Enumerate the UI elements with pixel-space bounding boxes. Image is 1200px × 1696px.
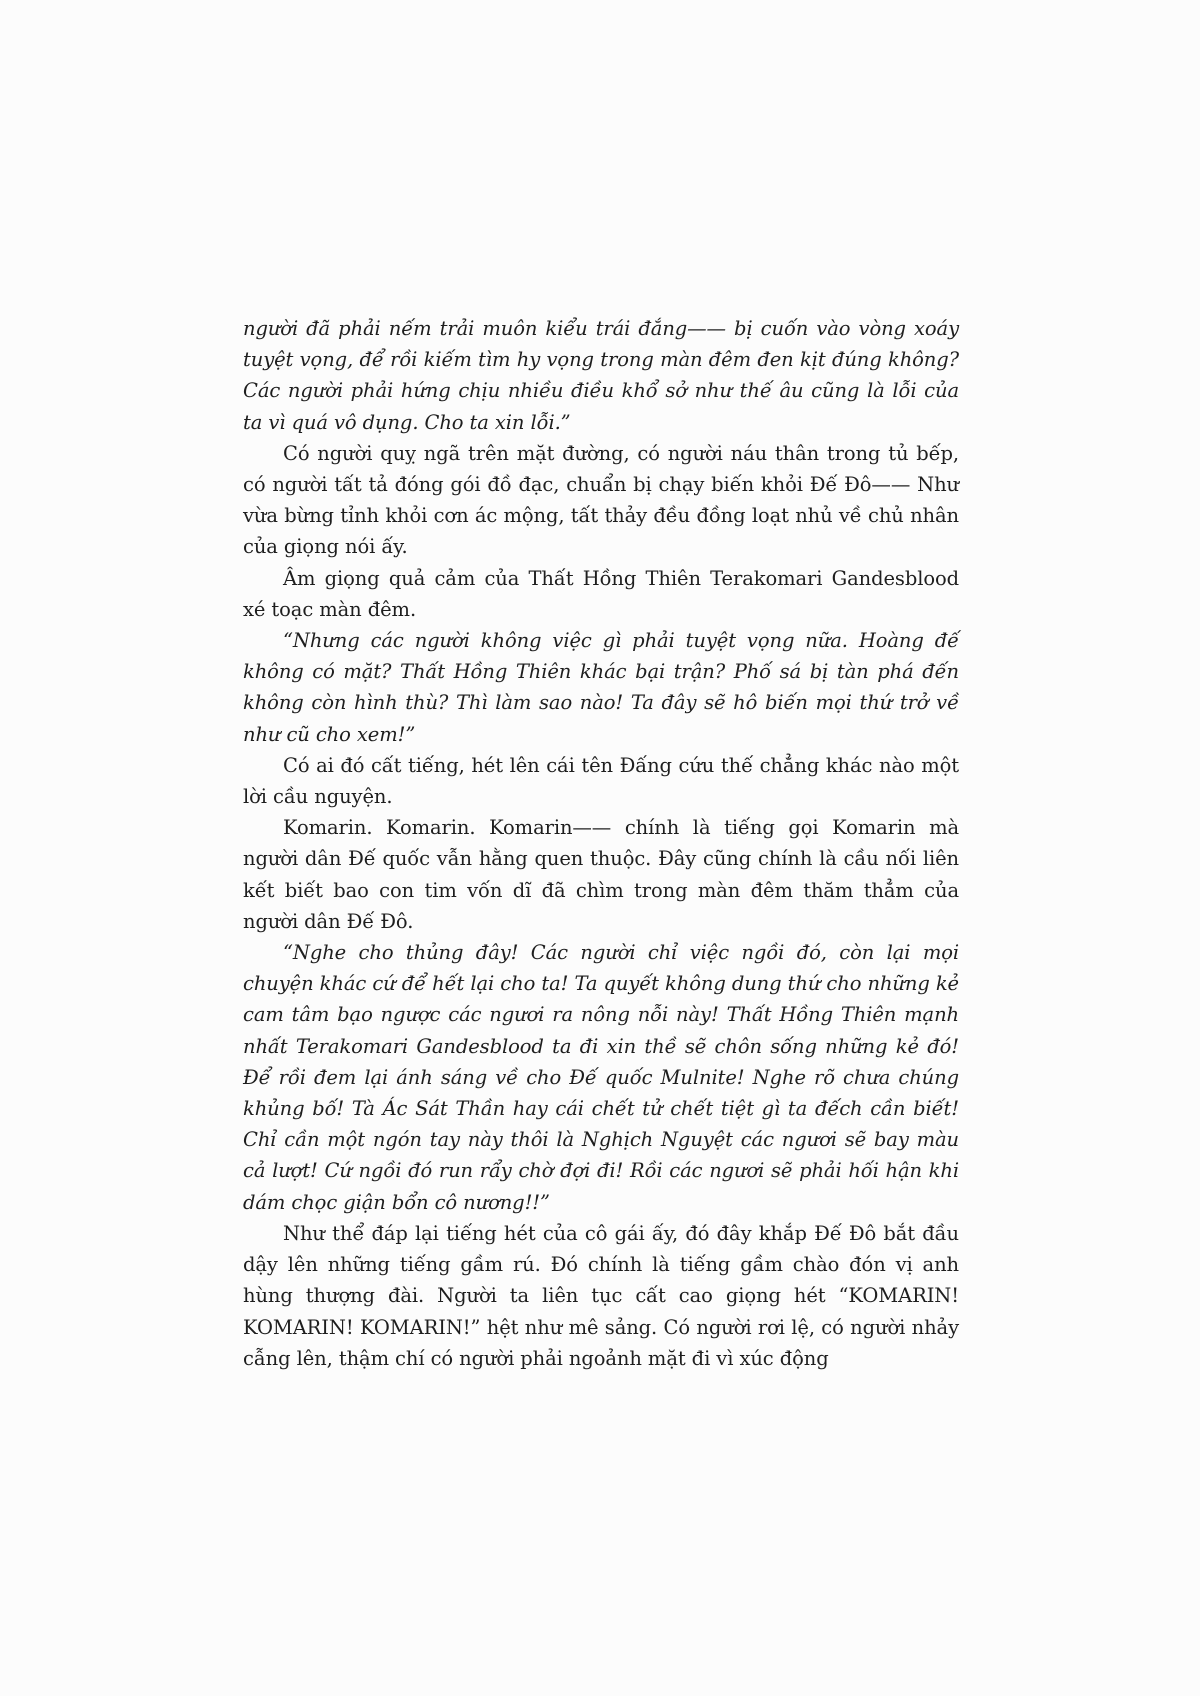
paragraph-voice-tears-night: Âm giọng quả cảm của Thất Hồng Thiên Terakomari Gandesblood xé toạc màn đêm. bbox=[243, 566, 959, 621]
paragraph-people-react: Có người quỵ ngã trên mặt đường, có người náu thân trong tủ bếp, có người tất tả đóng gói đồ đạc, chuẩn bị chạy biến khỏi Đế Đô—— Như vừa bừng tỉnh khỏi cơn ác mộng, tất thảy đều đồng loạt nhủ về chủ nhân của giọng nói ấy. bbox=[243, 441, 959, 559]
paragraph-savior-name: Có ai đó cất tiếng, hét lên cái tên Đấng cứu thế chẳng khác nào một lời cầu nguyện. bbox=[243, 753, 959, 809]
paragraph-komarin-call: Komarin. Komarin. Komarin—— chính là tiếng gọi Komarin mà người dân Đế quốc vẫn hằng quen thuộc. Đây cũng chính là cầu nối liên kết biết bao con tim vốn dĩ đã chìm trong màn đêm thăm thẳm của người dân Đế Đô. bbox=[243, 816, 959, 933]
paragraph-speech-threat: “Nghe cho thủng đây! Các người chỉ việc ngồi đó, còn lại mọi chuyện khác cứ để hết lại cho ta! Ta quyết không dung thứ cho những kẻ cam tâm bạo ngược các ngươi ra nông nỗi này! Thất Hồng Thiên mạnh nhất Terakomari Gandesblood ta đi xin thề sẽ chôn sống những kẻ đó! Để rồi đem lại ánh sáng về cho Đế quốc Mulnite! Nghe rõ chưa chúng khủng bố! Tà Ác Sát Thần hay cái chết tử chết tiệt gì ta đếch cần biết! Chỉ cần một ngón tay này thôi là Nghịch Nguyệt các ngươi sẽ bay màu cả lượt! Cứ ngồi đó run rẩy chờ đợi đi! Rồi các ngươi sẽ phải hối hận khi dám chọc giận bổn cô nương!!” bbox=[243, 941, 959, 1214]
book-page-body bbox=[243, 313, 959, 1374]
paragraph-speech-no-despair: “Nhưng các người không việc gì phải tuyệt vọng nữa. Hoàng đế không có mặt? Thất Hồng Thiên khác bại trận? Phố sá bị tàn phá đến không còn hình thù? Thì làm sao nào! Ta đây sẽ hô biến mọi thứ trở về như cũ cho xem!” bbox=[243, 629, 959, 746]
paragraph-speech-apology: người đã phải nếm trải muôn kiểu trái đắng—— bị cuốn vào vòng xoáy tuyệt vọng, để rồi kiếm tìm hy vọng trong màn đêm đen kịt đúng không? Các người phải hứng chịu nhiều điều khổ sở như thế âu cũng là lỗi của ta vì quá vô dụng. Cho ta xin lỗi.” bbox=[243, 317, 959, 434]
paragraph-crowd-roar: Như thể đáp lại tiếng hét của cô gái ấy, đó đây khắp Đế Đô bắt đầu dậy lên những tiếng gầm rú. Đó chính là tiếng gầm chào đón vị anh hùng thượng đài. Người ta liên tục cất cao giọng hét “KOMARIN! KOMARIN! KOMARIN!” hệt như mê sảng. Có người rơi lệ, có người nhảy cẫng lên, thậm chí có người phải ngoảnh mặt đi vì xúc động bbox=[243, 1221, 959, 1370]
